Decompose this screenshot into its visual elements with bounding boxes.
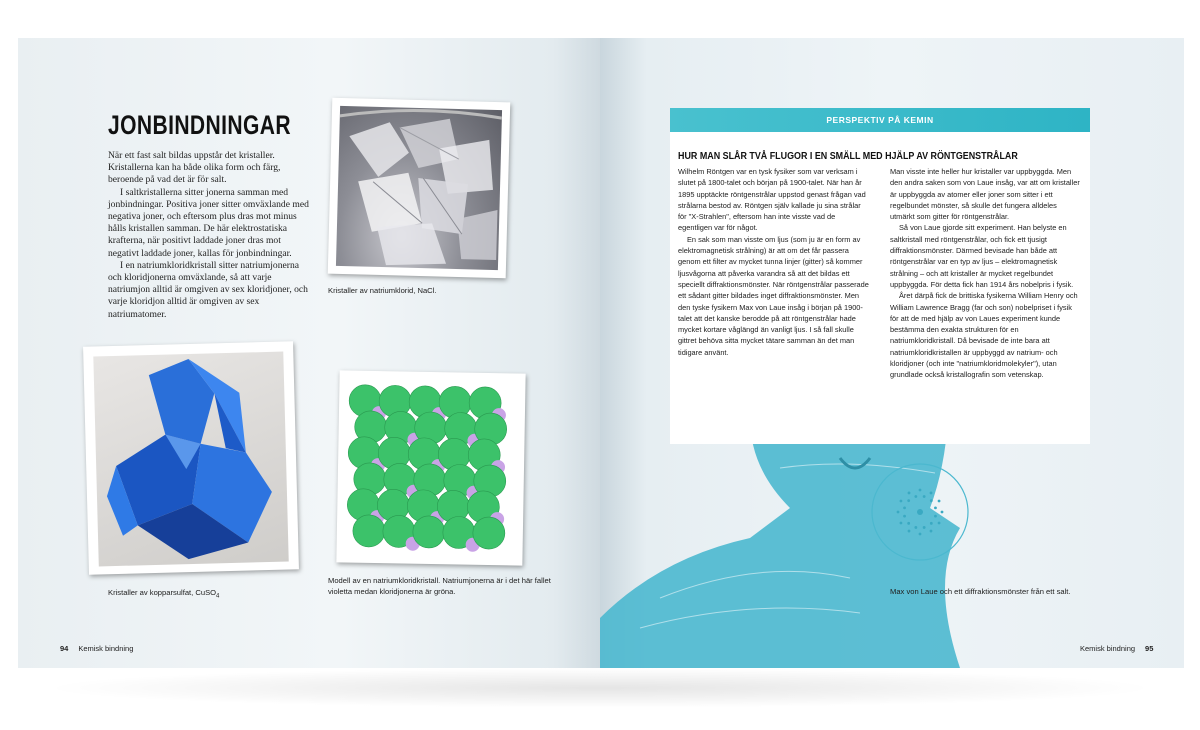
caption-laue: Max von Laue och ett diffraktionsmönster från ett salt. — [890, 587, 1071, 596]
diffraction-spot — [900, 522, 903, 525]
diffraction-spot — [900, 500, 903, 503]
diffraction-spot — [903, 515, 906, 518]
diffraction-spot — [908, 530, 911, 533]
blue-crystal-image — [93, 352, 288, 567]
section-banner: PERSPEKTIV PÅ KEMIN — [670, 108, 1090, 132]
diffraction-spot — [934, 515, 937, 518]
diffraction-spot — [908, 492, 911, 495]
diffraction-spot — [907, 522, 910, 525]
diffraction-spot — [930, 522, 933, 525]
caption-model: Modell av en natriumkloridkristall. Natriumjonerna är i det här fallet violetta medan kloridjonerna är gröna. — [328, 576, 551, 596]
diffraction-spot — [930, 492, 933, 495]
paragraph: I saltkristallerna sitter jonerna samman med jonbindningar. Positiva joner sitter omväxlande med negativa joner, och eftersom plus dras mot minus hålls kristallen samman. De här elektrostatiska krafterna, när positivt laddade joner dras mot negativt laddade joner, kallas för jonbindningar. — [108, 186, 309, 259]
diffraction-spot — [919, 489, 922, 492]
diffraction-spot — [930, 499, 933, 502]
left-page — [18, 38, 600, 668]
article-column-2 — [890, 166, 1082, 381]
diffraction-center — [917, 509, 923, 515]
paragraph: När ett fast salt bildas uppstår det kristaller. Kristallerna kan ha både olika form och färg, beroende på vad det är för salt. — [108, 150, 281, 186]
diffraction-spot — [897, 511, 900, 514]
paragraph: Så von Laue gjorde sitt experiment. Han belyste en saltkristall med röntgenstrålar, och fick ett tjusigt diffraktionsmönster. Därmed bevisade han både att röntgenstrålar var en typ av ljus – elektromagnetisk strålning – och att kristaller är mycket regelbundet uppbyggda. För detta fick han 1914 års nobelpris i fysik. — [890, 223, 1074, 289]
paragraph: Wilhelm Röntgen var en tysk fysiker som var verksam i slutet på 1800-talet och början på 1900-talet. När han år 1895 upptäckte röntgenstrålar uppstod genast frågan vad strålarna bestod av. Röntgen själv kallade ju sina strålar för "X-Strahlen", eftersom han inte visste vad de egentligen var för något. — [678, 167, 866, 233]
diffraction-spot — [907, 499, 910, 502]
diffraction-spot — [941, 511, 944, 514]
paragraph: En sak som man visste om ljus (som ju är en form av elektromagnetisk strålning) är att om det får passera genom ett filter av mycket tunna linjer (gitter) så kommer ljusvågorna att påverka varandra så att det bildas ett speciellt diffraktionsmönster. När röntgenstrålar passerade ett sådant gitter bildades inget diffraktionsmönster. Men den tyske fysikern Max von Laue insåg i början på 1900-talet att det kanske berodde på att röntgenstrålar hade mycket kortare våglängd än vanligt ljus. I så fall skulle gittret behöva sitta mycket tätare samman än det man tidigare använt. — [678, 234, 869, 357]
caption-nacl: Kristaller av natriumklorid, NaCl. — [328, 286, 437, 295]
book-shadow — [40, 668, 1160, 708]
diffraction-spot — [914, 495, 917, 498]
ion-lattice-image — [344, 379, 517, 558]
paragraph: Man visste inte heller hur kristaller var uppbyggda. Men den andra saken som von Laue insåg, var att om kristaller är uppbyggda av atomer eller joner som sitter i ett regelbundet mönster, så skulle det fungera alldeles utmärkt som gitter för röntgenstrålar. — [890, 167, 1080, 222]
diffraction-spot — [919, 533, 922, 536]
diffraction-spot — [938, 522, 941, 525]
chloride-ion — [473, 517, 506, 550]
page-title: JONBINDNINGAR — [108, 110, 291, 140]
diffraction-spot — [938, 500, 941, 503]
paragraph: Året därpå fick de brittiska fysikerna William Henry och William Lawrence Bragg (far och son) nobelpriset i fysik för att de med hjälp av von Laues experiment kunde bestämma den exakta strukturen för en natriumkloridkristall. Då bevisade de inte bara att natriumkloridkristallen är uppbyggd av natrium- och kloridjoner (och inte "natriumkloridmolekyler"), utan grundlade också kristallografin som vetenskap. — [890, 291, 1078, 380]
diffraction-spot — [930, 530, 933, 533]
body-text — [108, 150, 313, 321]
paragraph: I en natriumkloridkristall sitter natriumjonerna och kloridjonerna omväxlande, så att varje natriumjon alltid är omgiven av sex kloridjoner, och varje kloridjon alltid är omgiven av sex natriumatomer. — [108, 259, 308, 320]
chloride-ion — [353, 515, 386, 548]
copper-sulfate-photo — [83, 341, 299, 574]
open-book — [18, 38, 1184, 668]
chloride-ion — [413, 516, 446, 549]
diffraction-spot — [903, 506, 906, 509]
caption-copper-sulfate: Kristaller av kopparsulfat, CuSO$_4$ — [108, 588, 220, 600]
diffraction-spot — [914, 526, 917, 529]
nacl-crystal-photo — [328, 98, 511, 279]
nacl-model-photo — [336, 370, 525, 565]
diffraction-spot — [934, 506, 937, 509]
diffraction-spot — [923, 495, 926, 498]
perspective-box — [670, 108, 1090, 444]
article-heading: HUR MAN SLÅR TVÅ FLUGOR I EN SMÄLL MED HJÄLP AV RÖNTGENSTRÅLAR — [678, 150, 1018, 162]
right-page — [600, 38, 1184, 668]
page-number-right: Kemisk bindning 95 — [1080, 644, 1154, 653]
salt-crystals-image — [336, 106, 502, 270]
article-column-1 — [678, 166, 870, 358]
page-number-left: 94 Kemisk bindning — [60, 644, 134, 653]
diffraction-spot — [923, 526, 926, 529]
